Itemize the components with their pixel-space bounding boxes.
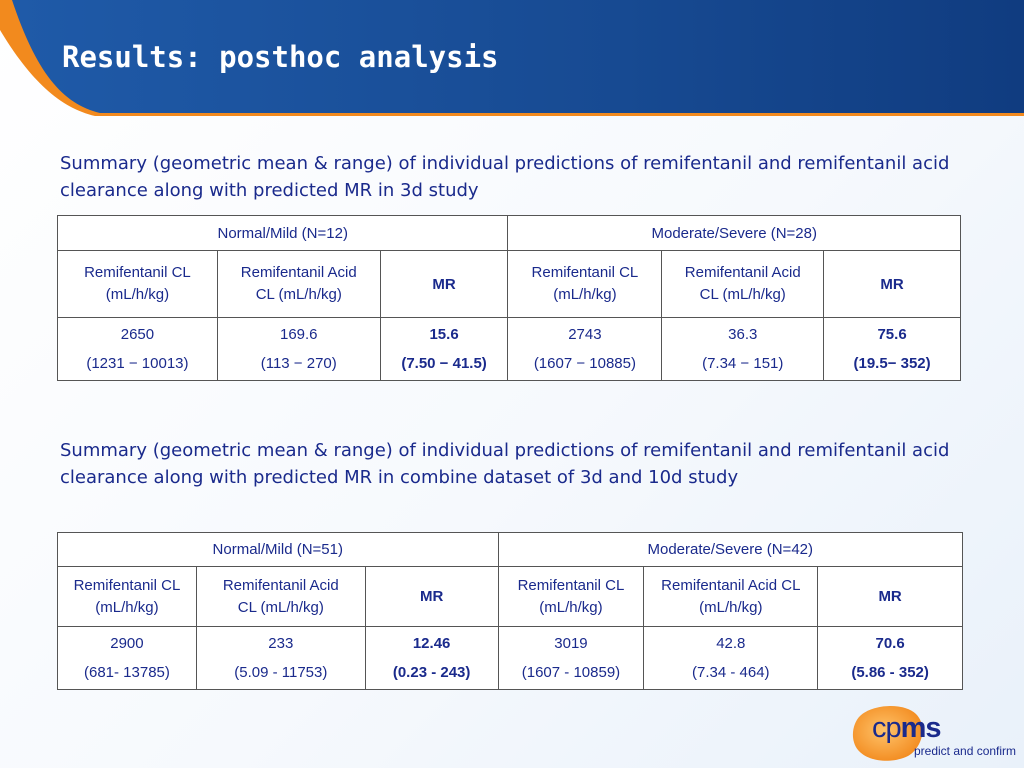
value-cell-mr: 75.6 (19.5− 352) bbox=[824, 318, 961, 381]
value-cell: 2900 (681- 13785) bbox=[58, 627, 197, 690]
value-cell: 233 (5.09 - 11753) bbox=[196, 627, 365, 690]
col-header-mr: MR bbox=[380, 251, 508, 318]
cpms-logo bbox=[850, 704, 1020, 764]
table-column-header-row bbox=[58, 251, 961, 318]
col-header-mr: MR bbox=[365, 567, 498, 627]
slide-title: Results: posthoc analysis bbox=[62, 40, 499, 74]
col-header-remi-acid-cl: Remifentanil Acid CL (mL/h/kg) bbox=[662, 251, 824, 318]
value-cell: 36.3 (7.34 − 151) bbox=[662, 318, 824, 381]
col-header-remi-cl: Remifentanil CL (mL/h/kg) bbox=[58, 567, 197, 627]
col-header-remi-acid-cl: Remifentanil Acid CL (mL/h/kg) bbox=[644, 567, 818, 627]
group-normal-mild: Normal/Mild (N=12) bbox=[58, 216, 508, 251]
group-normal-mild: Normal/Mild (N=51) bbox=[58, 533, 499, 567]
value-cell-mr: 70.6 (5.86 - 352) bbox=[818, 627, 963, 690]
table-row bbox=[58, 318, 961, 381]
col-header-remi-acid-cl: Remifentanil Acid CL (mL/h/kg) bbox=[217, 251, 380, 318]
table-group-header-row bbox=[58, 216, 961, 251]
value-cell: 169.6 (113 − 270) bbox=[217, 318, 380, 381]
table-combined-dataset bbox=[57, 532, 963, 690]
col-header-remi-cl: Remifentanil CL (mL/h/kg) bbox=[58, 251, 218, 318]
table-3d-study bbox=[57, 215, 961, 381]
table1-caption: Summary (geometric mean & range) of individual predictions of remifentanil and remifentanil acid clearance along with predicted MR in 3d study bbox=[60, 153, 950, 201]
logo-tagline: predict and confirm bbox=[914, 744, 1017, 758]
header-banner bbox=[0, 0, 1024, 118]
value-cell: 2650 (1231 − 10013) bbox=[58, 318, 218, 381]
logo-wordmark: cpms bbox=[872, 712, 941, 744]
col-header-mr: MR bbox=[824, 251, 961, 318]
value-cell-mr: 12.46 (0.23 - 243) bbox=[365, 627, 498, 690]
value-cell: 42.8 (7.34 - 464) bbox=[644, 627, 818, 690]
group-moderate-severe: Moderate/Severe (N=42) bbox=[498, 533, 962, 567]
value-cell: 3019 (1607 - 10859) bbox=[498, 627, 644, 690]
col-header-remi-cl: Remifentanil CL (mL/h/kg) bbox=[508, 251, 662, 318]
value-cell-mr: 15.6 (7.50 − 41.5) bbox=[380, 318, 508, 381]
table2-caption: Summary (geometric mean & range) of individual predictions of remifentanil and remifentanil acid clearance along with predicted MR in combine dataset of 3d and 10d study bbox=[60, 440, 950, 488]
value-cell: 2743 (1607 − 10885) bbox=[508, 318, 662, 381]
col-header-remi-cl: Remifentanil CL (mL/h/kg) bbox=[498, 567, 644, 627]
table-row bbox=[58, 627, 963, 690]
table-column-header-row bbox=[58, 567, 963, 627]
group-moderate-severe: Moderate/Severe (N=28) bbox=[508, 216, 961, 251]
col-header-mr: MR bbox=[818, 567, 963, 627]
col-header-remi-acid-cl: Remifentanil Acid CL (mL/h/kg) bbox=[196, 567, 365, 627]
table-group-header-row bbox=[58, 533, 963, 567]
